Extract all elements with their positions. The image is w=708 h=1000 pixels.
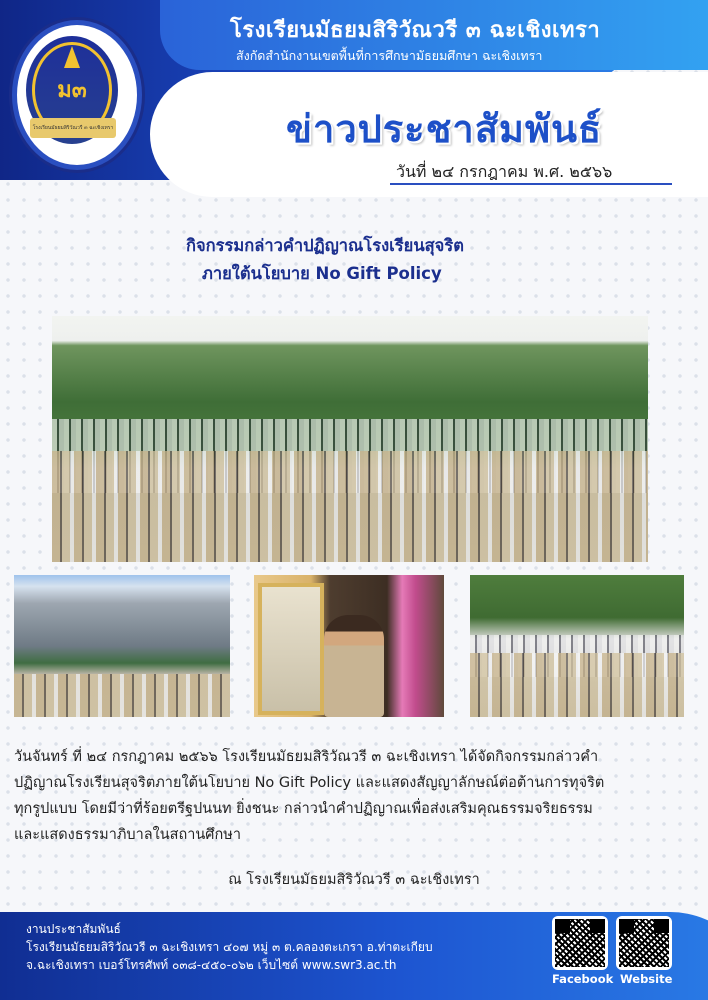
- headline-line-1: กิจกรรมกล่าวคำปฏิญาณโรงเรียนสุจริต: [186, 236, 464, 255]
- school-affiliation: สังกัดสำนักงานเขตพื้นที่การศึกษามัธยมศึกษา ฉะเชิงเทรา: [236, 48, 543, 63]
- royal-portrait: [258, 583, 324, 715]
- footer-contact: [26, 920, 433, 974]
- footer-department: งานประชาสัมพันธ์: [26, 922, 121, 936]
- website-qr-label: Website: [620, 972, 673, 986]
- body-line-2: ปฏิญาณโรงเรียนสุจริตภายใต้นโยบาย No Gift Policy และแสดงสัญญาลักษณ์ต่อต้านการทุจริต: [14, 775, 605, 791]
- article-closing: ณ โรงเรียนมัธยมสิริวัณวรี ๓ ฉะเชิงเทรา: [228, 872, 480, 888]
- footer-phone-website: จ.ฉะเชิงเทรา เบอร์โทรศัพท์ ๐๓๘-๔๕๐-๐๖๒ เว็บไซต์ www.swr3.ac.th: [26, 958, 397, 972]
- logo-mark: ม๓: [57, 77, 87, 103]
- crown-icon: [64, 46, 80, 68]
- news-headline: [186, 232, 464, 288]
- crowd-front-rows: [52, 451, 648, 562]
- date-underline: [390, 183, 672, 185]
- article-body: [14, 744, 698, 848]
- logo-ribbon: โรงเรียนมัธยมสิริวัณวรี ๓ ฉะเชิงเทรา: [30, 118, 116, 138]
- body-line-4: และแสดงธรรมาภิบาลในสถานศึกษา: [14, 827, 241, 843]
- headline-line-2: ภายใต้นโยบาย No Gift Policy: [202, 264, 442, 283]
- photo-speaker: [254, 575, 444, 717]
- facebook-qr-label: Facebook: [552, 972, 614, 986]
- body-line-1: วันจันทร์ ที่ ๒๔ กรกฎาคม ๒๕๖๖ โรงเรียนมัธยมสิริวัณวรี ๓ ฉะเชิงเทรา ได้จัดกิจกรรมกล่าวคำ: [14, 749, 599, 765]
- footer-address: โรงเรียนมัธยมสิริวัณวรี ๓ ฉะเชิงเทรา ๔๐๗ หมู่ ๓ ต.คลองตะเกรา อ.ท่าตะเกียบ: [26, 940, 433, 954]
- body-line-3: ทุกรูปแบบ โดยมีว่าที่ร้อยตรีฐปนนท ยิ่งชนะ กล่าวนำคำปฏิญาณเพื่อส่งเสริมคุณธรรมจริยธรรม: [14, 801, 593, 817]
- students-front-rows: [470, 653, 684, 717]
- teachers-row: [14, 674, 230, 717]
- photo-students-pledge: [470, 575, 684, 717]
- website-qr-code-icon[interactable]: [616, 916, 672, 970]
- news-date: วันที่ ๒๔ กรกฎาคม พ.ศ. ๒๕๖๖: [396, 162, 613, 181]
- section-title: ข่าวประชาสัมพันธ์: [286, 107, 603, 151]
- speaker-figure: [324, 615, 384, 717]
- main-photo-assembly: [52, 316, 648, 562]
- photo-teachers-group: [14, 575, 230, 717]
- school-name: โรงเรียนมัธยมสิริวัณวรี ๓ ฉะเชิงเทรา: [230, 18, 601, 43]
- facebook-qr-code-icon[interactable]: [552, 916, 608, 970]
